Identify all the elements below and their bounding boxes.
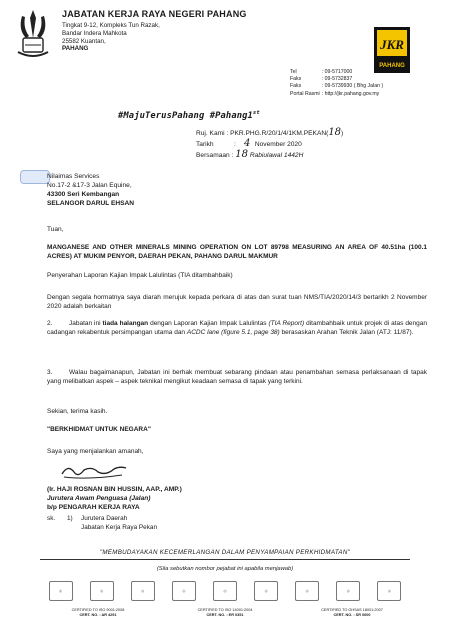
jkr-logo-text: JKR — [380, 37, 404, 52]
hashtags: #MajuTerusPahang #Pahang1st — [118, 110, 260, 121]
cert-logo-icon: ◎ — [377, 581, 401, 601]
jkr-logo — [366, 25, 418, 75]
amanah-line: Saya yang menjalankan amanah, — [47, 448, 144, 455]
cert-logo-icon: ◎ — [131, 581, 155, 601]
paragraph-1: Dengan segala hormatnya saya diarah merujuk kepada perkara di atas dan surat tuan NMS/TIA/2020/14/3 bertarikh 2 November 2020 adalah berkaitan — [47, 294, 427, 310]
closing-line: Sekian, terima kasih. — [47, 408, 108, 415]
footer-divider — [40, 559, 410, 560]
motto-line: "BERKHIDMAT UNTUK NEGARA" — [47, 426, 151, 433]
contact-row: Faks : 09-5732837 — [290, 76, 353, 83]
cert-caption: CERTIFIED TO OHSAS 18001:2007 CERT. NO. : SR 0600 — [321, 608, 383, 617]
ref-ruj: Ruj. Kami : PKR.PHG.R/20/1/4/1KM.PEKAN(18) — [196, 127, 344, 138]
certification-logos — [40, 578, 410, 604]
recipient-address: Nilaimas Services No.17-2 &17-3 Jalan Equine, 43300 Seri Kembangan SELANGOR DARUL EHSAN — [47, 173, 135, 207]
ref-bersamaan: Bersamaan : 18 Rabiulawal 1442H — [196, 149, 304, 160]
cert-caption: CERTIFIED TO ISO 9001:2008 CERT. NO. : AR 4291 — [71, 608, 125, 617]
cert-logo-icon: ◎ — [213, 581, 237, 601]
footer-note: (Sila sebutkan nombor pejabat ini apabila menjawab) — [156, 566, 294, 572]
pahang-crest-icon — [14, 8, 52, 62]
contact-row: Tel : 09-5717000 — [290, 69, 353, 75]
letter-subline: Penyerahan Laporan Kajian Impak Lalulintas (TIA ditambahbaik) — [47, 272, 233, 279]
salutation: Tuan, — [47, 226, 64, 233]
jkr-shield-icon — [366, 25, 418, 75]
cert-logo-icon: ◎ — [172, 581, 196, 601]
letter-subject: MANGANESE AND OTHER MINERALS MINING OPERATION ON LOT 89798 MEASURING AN AREA OF 40.51ha (100.1 ACRES) AT MUKIM PENYOR, DAERAH PEKAN, PAHANG DARUL MAKMUR — [47, 244, 427, 260]
paragraph-3: 3. Walau bagaimanapun, Jabatan ini berhak membuat sebarang pindaan atau penambahan semasa perlaksanaan di tapak yang melibatkan aspek – aspek teknikal mengikut keadaan semasa di tapak yang terkini. — [47, 369, 427, 385]
cc-block: sk. 1) Jurutera Daerah Jabatan Kerja Raya Pekan — [47, 515, 158, 532]
cert-logo-icon: ◎ — [295, 581, 319, 601]
cert-logo-icon: ◎ — [336, 581, 360, 601]
contact-row: Faks : 09-5739930 ( Bhg Jalan ) — [290, 83, 384, 90]
cert-logo-icon: ◎ — [49, 581, 73, 601]
reference-block — [196, 128, 343, 161]
footer-motto: "MEMBUDAYAKAN KECEMERLANGAN DALAM PENYAMPAIAN PERKHIDMATAN" — [99, 549, 351, 556]
cert-logo-icon: ◎ — [90, 581, 114, 601]
contact-row: Portal Rasmi : http://jkr.pahang.gov.my — [290, 90, 380, 97]
ref-tarikh: Tarikh : 4 November 2020 — [196, 138, 302, 149]
contact-table — [290, 69, 385, 98]
received-stamp — [20, 170, 50, 184]
cert-caption: CERTIFIED TO ISO 14001:2004 CERT. NO. : ER 0351 — [197, 608, 253, 617]
signature-mark — [58, 460, 128, 482]
department-address: Tingkat 9-12, Kompleks Tun Razak, Bandar Indera Mahkota 25582 Kuantan, PAHANG — [62, 22, 160, 53]
signer-block: (Ir. HAJI ROSNAN BIN HUSSIN, AAP., AMP.) Jurutera Awam Penguasa (Jalan) b/p PENGARAH KERJA RAYA — [47, 486, 182, 511]
cert-logo-icon: ◎ — [254, 581, 278, 601]
jkr-logo-sub: PAHANG — [379, 63, 405, 69]
paragraph-2: 2. Jabatan ini tiada halangan dengan Laporan Kajian Impak Lalulintas (TIA Report) ditambahbaik untuk projek di atas dengan cadangan rekabentuk persimpangan utama dan ACDC lane (figure 5.1, page 38) berasaskan Arahan Teknik Jalan (ATJ: 11/87). — [47, 320, 428, 336]
department-name: JABATAN KERJA RAYA NEGERI PAHANG — [62, 9, 247, 19]
